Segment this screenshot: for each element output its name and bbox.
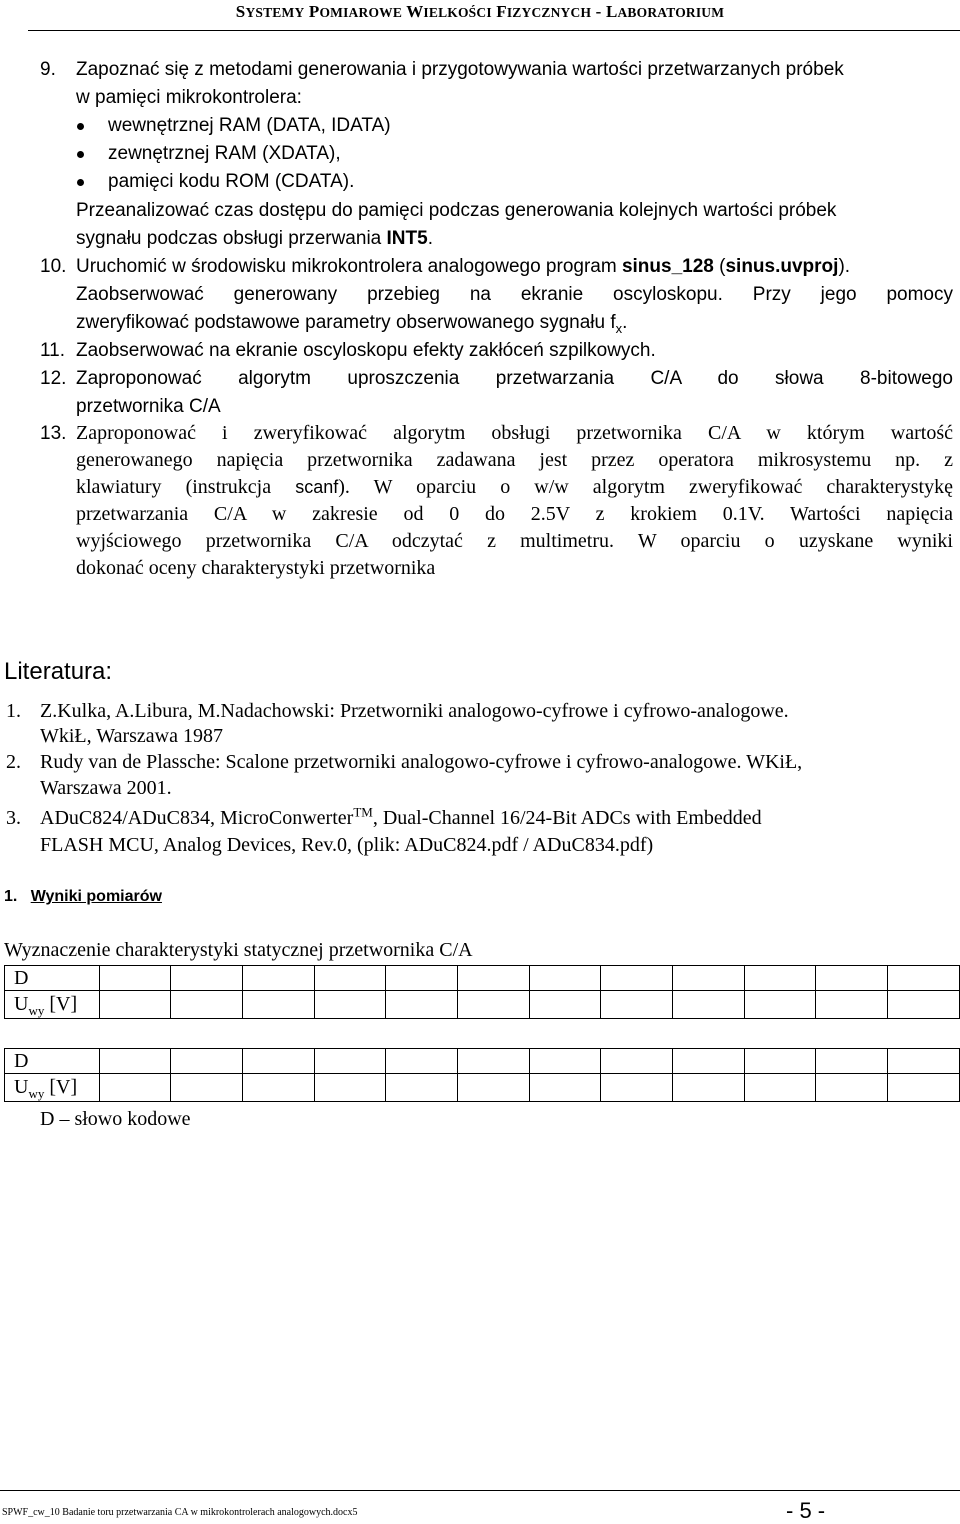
text-run: . bbox=[622, 312, 628, 333]
table-cell bbox=[243, 1074, 315, 1102]
subscript: x bbox=[615, 320, 623, 336]
results-heading bbox=[4, 888, 162, 906]
item-10-line-1 bbox=[76, 257, 850, 276]
table-cell bbox=[529, 966, 601, 991]
bullet-icon bbox=[77, 123, 84, 130]
header-char: S bbox=[235, 2, 246, 21]
header-char: W bbox=[406, 2, 424, 21]
table-cell bbox=[888, 1074, 960, 1102]
table-cell bbox=[314, 1074, 386, 1102]
table-cell bbox=[243, 991, 315, 1019]
running-header bbox=[0, 2, 960, 22]
table-row bbox=[5, 1049, 960, 1074]
row-label-voltage bbox=[5, 1074, 100, 1102]
item-13-line-4: przetwarzania C/A w zakresie od 0 do 2.5V z krokiem 0.1V. Wartości napięcia bbox=[76, 503, 953, 525]
table-cell bbox=[458, 966, 530, 991]
header-char: L bbox=[605, 2, 618, 21]
subscript: wy bbox=[28, 1086, 45, 1101]
table-cell bbox=[386, 1049, 458, 1074]
item-11-number: 11. bbox=[40, 340, 66, 361]
header-char: P bbox=[308, 2, 320, 21]
subscript: wy bbox=[28, 1003, 45, 1018]
table-cell bbox=[458, 1074, 530, 1102]
header-word: IELKOŚCI bbox=[423, 5, 492, 20]
item-11-line-1: Zaobserwować na ekranie oscyloskopu efekty zakłóceń szpilkowych. bbox=[76, 340, 656, 361]
text-run: ADuC824/ADuC834, MicroConwerter bbox=[40, 807, 354, 829]
row-label-code: D bbox=[5, 1049, 100, 1074]
table-cell bbox=[171, 1074, 243, 1102]
table-cell bbox=[816, 1074, 888, 1102]
table-cell bbox=[99, 966, 171, 991]
table-cell bbox=[888, 1049, 960, 1074]
text-run: ). bbox=[838, 256, 851, 277]
table-cell bbox=[386, 966, 458, 991]
ref-2-line-2: Warszawa 2001. bbox=[40, 777, 172, 799]
item-13-line-6: dokonać oceny charakterystyki przetwornika bbox=[76, 557, 436, 579]
header-dash: - bbox=[595, 2, 602, 21]
ref-1-line-2: WkiŁ, Warszawa 1987 bbox=[40, 725, 223, 747]
table-cell bbox=[888, 966, 960, 991]
ref-2-number: 2. bbox=[6, 751, 21, 773]
text-run: ). W oparciu o w/w algorytm zweryfikować charakterystykę bbox=[338, 476, 953, 498]
project-file: sinus.uvproj bbox=[725, 256, 839, 277]
table-cell bbox=[744, 1049, 816, 1074]
table-cell bbox=[243, 1049, 315, 1074]
header-rule bbox=[28, 30, 960, 31]
table-cell bbox=[888, 991, 960, 1019]
ref-3-line-1 bbox=[40, 804, 762, 829]
table-cell bbox=[171, 1049, 243, 1074]
bullet-item: wewnętrznej RAM (DATA, IDATA) bbox=[108, 115, 391, 136]
text-run: [V] bbox=[44, 1076, 78, 1098]
ref-3-number: 3. bbox=[6, 807, 21, 829]
table-cell bbox=[529, 1049, 601, 1074]
item-13-line-5: wyjściowego przetwornika C/A odczytać z multimetru. W oparciu o uzyskane wyniki bbox=[76, 530, 953, 552]
text-run: U bbox=[14, 1076, 29, 1098]
item-9-line-3: Przeanalizować czas dostępu do pamięci podczas generowania kolejnych wartości próbek bbox=[76, 200, 837, 221]
bullet-icon bbox=[77, 151, 84, 158]
text-run: ( bbox=[713, 256, 726, 277]
program-name: sinus_128 bbox=[621, 256, 714, 277]
text-run: U bbox=[14, 993, 29, 1015]
measurement-table-2 bbox=[4, 1048, 960, 1102]
table-cell bbox=[171, 991, 243, 1019]
literature-heading: Literatura: bbox=[4, 658, 113, 685]
bullet-icon bbox=[77, 179, 84, 186]
item-10-number: 10. bbox=[40, 256, 67, 277]
bullet-item: zewnętrznej RAM (XDATA), bbox=[108, 143, 341, 164]
footer-rule bbox=[0, 1490, 960, 1491]
table-cell bbox=[744, 966, 816, 991]
ref-3-line-2: FLASH MCU, Analog Devices, Rev.0, (plik: ADuC824.pdf / ADuC834.pdf) bbox=[40, 834, 654, 856]
text-run: [V] bbox=[44, 993, 78, 1015]
table-row bbox=[5, 1074, 960, 1102]
header-word: IZYCZNYCH bbox=[506, 5, 592, 20]
table-cell bbox=[816, 1049, 888, 1074]
table-cell bbox=[314, 966, 386, 991]
ref-1-line-1: Z.Kulka, A.Libura, M.Nadachowski: Przetworniki analogowo-cyfrowe i cyfrowo-analogowe. bbox=[40, 700, 789, 722]
table-cell bbox=[386, 1074, 458, 1102]
measurement-table-1 bbox=[4, 965, 960, 1019]
trademark-sup: TM bbox=[353, 804, 373, 820]
table-cell bbox=[529, 991, 601, 1019]
interrupt-name: INT5 bbox=[386, 228, 428, 249]
table-cell bbox=[744, 1074, 816, 1102]
item-10-line-2: Zaobserwować generowany przebieg na ekranie oscyloskopu. Przy jego pomocy bbox=[76, 284, 953, 305]
code-function: scanf bbox=[295, 477, 339, 497]
table-cell bbox=[673, 1074, 745, 1102]
table-cell bbox=[386, 991, 458, 1019]
table-cell bbox=[529, 1074, 601, 1102]
table-row bbox=[5, 991, 960, 1019]
header-char: F bbox=[496, 2, 507, 21]
table-cell bbox=[99, 991, 171, 1019]
text-run: Uruchomić w środowisku mikrokontrolera analogowego program bbox=[76, 256, 622, 277]
table-row bbox=[5, 966, 960, 991]
table-caption: Wyznaczenie charakterystyki statycznej przetwornika C/A bbox=[4, 939, 473, 961]
results-number: 1. bbox=[4, 888, 18, 905]
ref-1-number: 1. bbox=[6, 700, 21, 722]
table-cell bbox=[673, 1049, 745, 1074]
footer-filename: SPWF_cw_10 Badanie toru przetwarzania CA w mikrokontrolerach analogowych.docx5 bbox=[2, 1507, 358, 1518]
item-12-line-2: przetwornika C/A bbox=[76, 396, 221, 417]
table-cell bbox=[816, 991, 888, 1019]
item-9-line-1: Zapoznać się z metodami generowania i przygotowywania wartości przetwarzanych próbek bbox=[76, 59, 844, 80]
text-run: . bbox=[427, 228, 433, 249]
table-cell bbox=[673, 966, 745, 991]
table-cell bbox=[816, 966, 888, 991]
item-9-number: 9. bbox=[40, 59, 56, 80]
table-cell bbox=[171, 966, 243, 991]
item-13-line-3 bbox=[76, 477, 953, 497]
table-cell bbox=[314, 1049, 386, 1074]
item-13-line-2: generowanego napięcia przetwornika zadawana jest przez operatora mikrosystemu np. z bbox=[76, 449, 953, 471]
header-word: OMIAROWE bbox=[319, 5, 403, 20]
table-cell bbox=[601, 966, 673, 991]
row-label-voltage bbox=[5, 991, 100, 1019]
text-run: , Dual-Channel 16/24-Bit ADCs with Embedded bbox=[372, 807, 762, 829]
table-cell bbox=[744, 991, 816, 1019]
table-cell bbox=[601, 1074, 673, 1102]
table-cell bbox=[458, 991, 530, 1019]
text-run: klawiatury (instrukcja bbox=[76, 476, 296, 498]
header-word: ABORATORIUM bbox=[617, 5, 725, 20]
header-word: YSTEMY bbox=[245, 5, 305, 20]
table-cell bbox=[243, 966, 315, 991]
legend-note: D – słowo kodowe bbox=[40, 1108, 191, 1130]
table-cell bbox=[314, 991, 386, 1019]
table-cell bbox=[673, 991, 745, 1019]
page-number: - 5 - bbox=[786, 1498, 826, 1523]
results-title: Wyniki pomiarów bbox=[30, 888, 162, 905]
table-cell bbox=[99, 1049, 171, 1074]
text-run: zweryfikować podstawowe parametry obserwowanego sygnału f bbox=[76, 312, 616, 333]
item-13-line-1: Zaproponować i zweryfikować algorytm obsługi przetwornika C/A w którym wartość bbox=[76, 422, 953, 444]
row-label-code: D bbox=[5, 966, 100, 991]
item-9-line-2: w pamięci mikrokontrolera: bbox=[76, 87, 302, 108]
table-cell bbox=[601, 1049, 673, 1074]
item-10-line-3 bbox=[76, 312, 628, 336]
item-13-number: 13. bbox=[40, 423, 67, 444]
table-cell bbox=[601, 991, 673, 1019]
item-12-line-1: Zaproponować algorytm uproszczenia przetwarzania C/A do słowa 8-bitowego bbox=[76, 368, 953, 389]
item-9-line-4 bbox=[76, 229, 433, 248]
table-cell bbox=[99, 1074, 171, 1102]
ref-2-line-1: Rudy van de Plassche: Scalone przetworniki analogowo-cyfrowe i cyfrowo-analogowe. WKiŁ, bbox=[40, 751, 803, 773]
text-run: sygnału podczas obsługi przerwania bbox=[76, 228, 387, 249]
table-cell bbox=[458, 1049, 530, 1074]
item-12-number: 12. bbox=[40, 368, 67, 389]
bullet-item: pamięci kodu ROM (CDATA). bbox=[108, 171, 355, 192]
